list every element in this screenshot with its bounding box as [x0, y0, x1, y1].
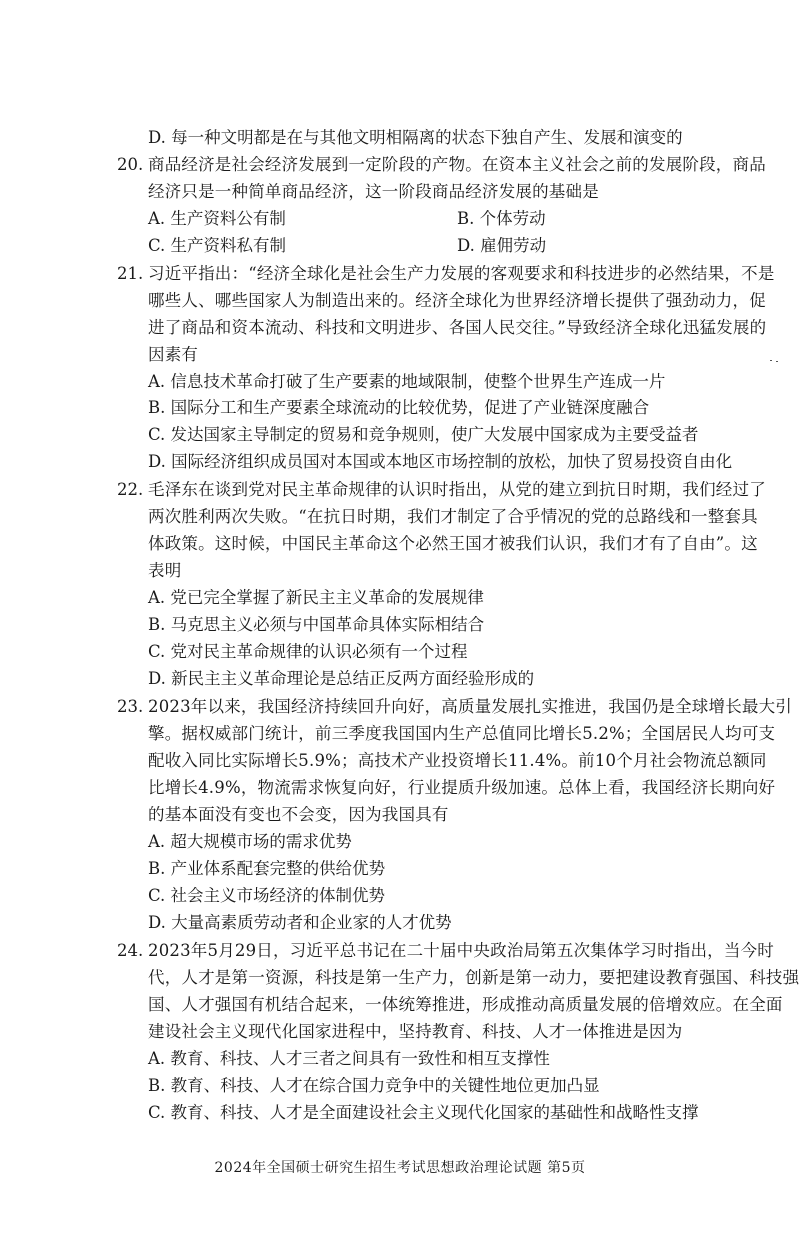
option-b: B. 教育、科技、人才在综合国力竞争中的关键性地位更加凸显 [148, 1076, 600, 1095]
question-stem-line: 哪些人、哪些国家人为制造出来的。经济全球化为世界经济增长提供了强劲动力，促 [148, 291, 766, 310]
question-stem-line: 表明 [148, 561, 182, 580]
option-c: C. 社会主义市场经济的体制优势 [148, 886, 386, 905]
question-stem-line: 2023年5月29日，习近平总书记在二十届中央政治局第五次集体学习时指出，当今时 [148, 941, 774, 960]
question-stem-line: 配收入同比实际增长5.9%；高技术产业投资增长11.4%。前10个月社会物流总额同 [148, 751, 767, 770]
question-stem-line: 商品经济是社会经济发展到一定阶段的产物。在资本主义社会之前的发展阶段，商品 [148, 155, 766, 174]
question-stem-line: 建设社会主义现代化国家进程中，坚持教育、科技、人才一体推进是因为 [148, 1022, 683, 1041]
question-number: 22. [117, 480, 144, 499]
question-stem-line: 进了商品和资本流动、科技和文明进步、各国人民交往。”导致经济全球化迅猛发展的 [148, 318, 767, 337]
question-stem-line: 两次胜利两次失败。“在抗日时期，我们才制定了合乎情况的党的总路线和一整套具 [148, 507, 758, 526]
scan-speck [770, 360, 772, 361]
page-footer: 2024年全国硕士研究生招生考试思想政治理论试题 第5页 [214, 1160, 586, 1176]
question-number: 23. [117, 697, 144, 716]
question-stem-line: 国、人才强国有机结合起来，一体统筹推进，形成推动高质量发展的倍增效应。在全面 [148, 995, 783, 1014]
question-stem-line: 比增长4.9%，物流需求恢复向好，行业提质升级加速。总体上看，我国经济长期向好 [148, 778, 776, 797]
option-c: C. 教育、科技、人才是全面建设社会主义现代化国家的基础性和战略性支撑 [148, 1103, 699, 1122]
option-b: B. 个体劳动 [457, 209, 546, 228]
option-d: D. 大量高素质劳动者和企业家的人才优势 [148, 913, 452, 932]
question-stem-line: 的基本面没有变也不会变，因为我国具有 [148, 805, 449, 824]
question-stem-line: 体政策。这时候，中国民主革命这个必然王国才被我们认识，我们才有了自由”。这 [148, 534, 758, 553]
question-stem-line: 擎。据权威部门统计，前三季度我国国内生产总值同比增长5.2%；全国居民人均可支 [148, 724, 776, 743]
option-d: D. 国际经济组织成员国对本国或本地区市场控制的放松，加快了贸易投资自由化 [148, 452, 733, 471]
option-d: D. 雇佣劳动 [457, 236, 547, 255]
question-stem-line: 经济只是一种简单商品经济，这一阶段商品经济发展的基础是 [148, 182, 599, 201]
question-number: 20. [117, 155, 144, 174]
question-stem-line: 因素有 [148, 345, 199, 364]
option-a: A. 信息技术革命打破了生产要素的地域限制，使整个世界生产连成一片 [148, 372, 666, 391]
question-stem-line: 习近平指出：“经济全球化是社会生产力发展的客观要求和科技进步的必然结果，不是 [148, 264, 775, 283]
option-a: A. 超大规模市场的需求优势 [148, 832, 352, 851]
question-stem-line: 代，人才是第一资源，科技是第一生产力，创新是第一动力，要把建设教育强国、科技强 [148, 968, 800, 987]
option-b: B. 国际分工和生产要素全球流动的比较优势，促进了产业链深度融合 [148, 398, 650, 417]
question-stem-line: 毛泽东在谈到党对民主革命规律的认识时指出，从党的建立到抗日时期，我们经过了 [148, 480, 766, 499]
option-d: D. 新民主主义革命理论是总结正反两方面经验形成的 [148, 669, 535, 688]
question-number: 24. [117, 941, 144, 960]
scan-speck [776, 361, 778, 362]
option-b: B. 产业体系配套完整的供给优势 [148, 859, 386, 878]
option-a: A. 党已完全掌握了新民主主义革命的发展规律 [148, 588, 484, 607]
question-number: 21. [117, 264, 144, 283]
prev-question-option-d: D. 每一种文明都是在与其他文明相隔离的状态下独自产生、发展和演变的 [148, 128, 683, 147]
option-a: A. 教育、科技、人才三者之间具有一致性和相互支撑性 [148, 1049, 550, 1068]
option-c: C. 党对民主革命规律的认识必须有一个过程 [148, 642, 468, 661]
question-stem-line: 2023年以来，我国经济持续回升向好，高质量发展扎实推进，我国仍是全球增长最大引 [148, 697, 792, 716]
option-c: C. 生产资料私有制 [148, 236, 287, 255]
option-b: B. 马克思主义必须与中国革命具体实际相结合 [148, 615, 485, 634]
option-c: C. 发达国家主导制定的贸易和竞争规则，使广大发展中国家成为主要受益者 [148, 425, 699, 444]
option-a: A. 生产资料公有制 [148, 209, 286, 228]
